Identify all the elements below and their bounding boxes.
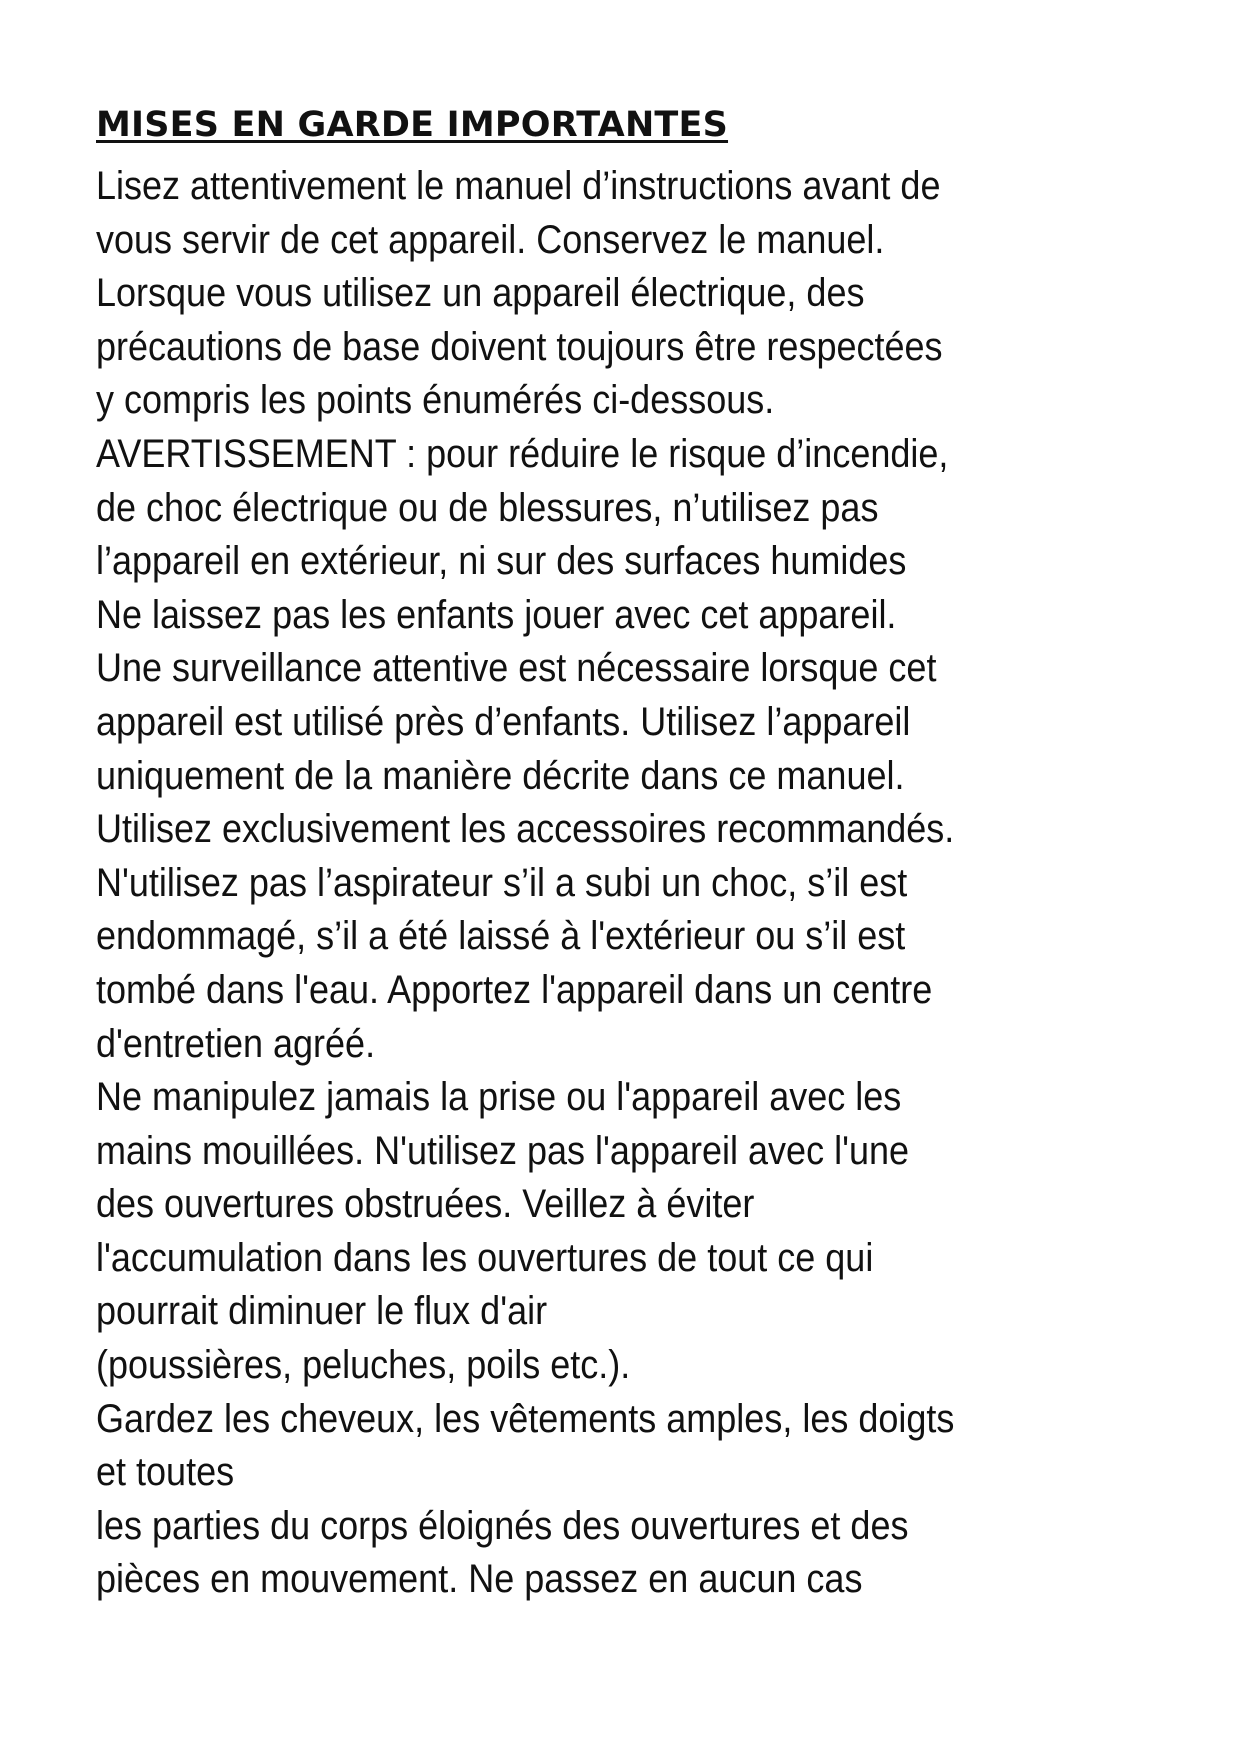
text-line: uniquement de la manière décrite dans ce manuel. <box>96 753 905 798</box>
text-line: pièces en mouvement. Ne passez en aucun cas <box>96 1557 863 1602</box>
text-line: Ne laissez pas les enfants jouer avec cet appareil. <box>96 592 897 637</box>
text-line: Une surveillance attentive est nécessaire lorsque cet <box>96 646 937 691</box>
text-line: l'accumulation dans les ouvertures de tout ce qui <box>96 1235 874 1280</box>
text-line: et toutes <box>96 1450 235 1495</box>
text-line: pourrait diminuer le flux d'air <box>96 1289 548 1334</box>
text-line: Lisez attentivement le manuel d’instructions avant de <box>96 164 941 208</box>
text-line: Ne manipulez jamais la prise ou l'appareil avec les <box>96 1075 902 1120</box>
document-body <box>96 104 1176 1607</box>
text-line: N'utilisez pas l’aspirateur s’il a subi un choc, s’il est <box>96 860 908 905</box>
text-line: Lorsque vous utilisez un appareil électrique, des <box>96 271 865 316</box>
text-line: mains mouillées. N'utilisez pas l'appareil avec l'une <box>96 1128 910 1173</box>
page-title: MISES EN GARDE IMPORTANTES <box>96 105 729 145</box>
text-line: vous servir de cet appareil. Conservez le manuel. <box>96 217 885 262</box>
text-line: y compris les points énumérés ci-dessous. <box>96 378 775 423</box>
text-line: (poussières, peluches, poils etc.). <box>96 1343 631 1388</box>
text-line: d'entretien agréé. <box>96 1021 376 1066</box>
text-line: de choc électrique ou de blessures, n’utilisez pas <box>96 485 879 530</box>
text-line: les parties du corps éloignés des ouvertures et des <box>96 1503 909 1548</box>
text-line: Gardez les cheveux, les vêtements amples, les doigts <box>96 1396 955 1441</box>
text-line: l’appareil en extérieur, ni sur des surfaces humides <box>96 539 907 584</box>
text-line: endommagé, s’il a été laissé à l'extérieur ou s’il est <box>96 914 906 959</box>
text-line: Utilisez exclusivement les accessoires recommandés. <box>96 807 955 852</box>
text-line: AVERTISSEMENT : pour réduire le risque d’incendie, <box>96 431 949 476</box>
text-line: tombé dans l'eau. Apportez l'appareil dans un centre <box>96 967 933 1012</box>
text-line: précautions de base doivent toujours être respectées <box>96 324 943 369</box>
text-line: appareil est utilisé près d’enfants. Utilisez l’appareil <box>96 699 911 744</box>
text-line: des ouvertures obstruées. Veillez à éviter <box>96 1182 755 1227</box>
